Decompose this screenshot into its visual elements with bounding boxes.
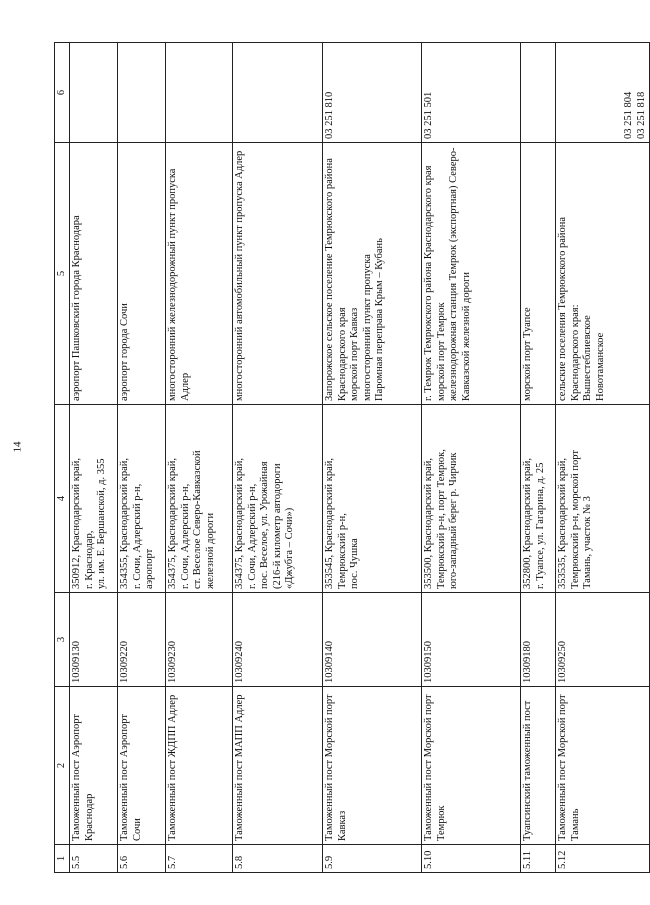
- okato-code-group: [623, 46, 648, 139]
- address-cell: [556, 405, 650, 593]
- address-cell: [166, 405, 233, 593]
- okato-code: 03 251 818: [635, 91, 647, 139]
- address-line: «Джубга – Сочи»): [284, 507, 295, 589]
- okato-code: 03 251 804: [623, 91, 634, 139]
- post-name-cell: Таможенный пост Аэропорт Сочи: [118, 687, 166, 845]
- address-line: Тамань, участок № 3: [582, 496, 593, 589]
- location-cell: [166, 143, 233, 405]
- address-line: Темрюкский р-н, морской порт: [569, 450, 581, 589]
- row-number-cell: 5.11: [521, 845, 556, 873]
- address-line: г. Краснодар,: [83, 530, 95, 589]
- post-name-cell: Таможенный пост Аэропорт Краснодар: [70, 687, 118, 845]
- post-name-cell: Таможенный пост Морской порт Темрюк: [422, 687, 521, 845]
- header-col-3: 3: [55, 593, 70, 687]
- location-line: Новотаманское: [594, 332, 606, 401]
- location-cell: [118, 143, 166, 405]
- address-line: железной дороги: [204, 512, 216, 589]
- address-line: ул. им. Е. Бершанской, д. 355: [96, 458, 107, 589]
- address-cell: [233, 405, 323, 593]
- table-header-row: [55, 43, 70, 873]
- address-line: 354375, Краснодарский край,: [167, 457, 178, 589]
- address-line: (216-й километр автодороги: [271, 463, 283, 589]
- location-line: Вышестеблиевское: [582, 315, 593, 401]
- okato-code-cell: [118, 43, 166, 143]
- okato-code-cell: [166, 43, 233, 143]
- address-line: ст. Веселое Северо-Кавказской: [192, 450, 203, 589]
- table-row: [166, 43, 233, 873]
- row-number-cell: 5.7: [166, 845, 233, 873]
- okato-code-cell: [422, 43, 521, 143]
- address-line: г. Туапсе, ул. Гагарина, д. 25: [534, 462, 546, 589]
- table-row: [233, 43, 323, 873]
- address-line: г. Сочи, Адлерский р-н,: [131, 483, 143, 589]
- post-code-cell: 10309130: [70, 593, 118, 687]
- page-number: 14: [11, 441, 24, 453]
- row-number-cell: 5.10: [422, 845, 521, 873]
- post-code-cell: 10309240: [233, 593, 323, 687]
- row-number-cell: 5.9: [323, 845, 422, 873]
- location-line: г. Темрюк Темрюкского района Краснодарского края: [423, 165, 434, 401]
- address-line: пос. Веселое, ул. Урожайная: [259, 461, 270, 589]
- post-name-cell: Туапсинский таможенный пост: [521, 687, 556, 845]
- header-col-5: 5: [55, 143, 70, 405]
- location-line: аэропорт Пашковский города Краснодара: [71, 215, 82, 401]
- address-line: 353500, Краснодарский край,: [423, 457, 434, 589]
- header-col-4: 4: [55, 405, 70, 593]
- address-line: г. Сочи, Адлерский р-н,: [246, 483, 258, 589]
- location-line: Паромная переправа Крым – Кубань: [374, 238, 385, 401]
- okato-code-cell: [70, 43, 118, 143]
- row-number-cell: 5.6: [118, 845, 166, 873]
- post-code-cell: 10309220: [118, 593, 166, 687]
- table-body: [70, 43, 650, 873]
- location-line: многосторонний пункт пропуска: [361, 254, 373, 401]
- table-row: [323, 43, 422, 873]
- okato-code-cell: [521, 43, 556, 143]
- row-number-cell: 5.5: [70, 845, 118, 873]
- address-line: 350912, Краснодарский край,: [71, 457, 82, 589]
- location-cell: [422, 143, 521, 405]
- address-line: 353535, Краснодарский край,: [557, 457, 568, 589]
- address-line: 352800, Краснодарский край,: [522, 457, 533, 589]
- customs-posts-table: [54, 42, 650, 873]
- location-cell: [323, 143, 422, 405]
- table-row: [521, 43, 556, 873]
- address-line: Темрюкский р-н,: [336, 513, 348, 589]
- address-cell: [521, 405, 556, 593]
- location-line: аэропорт города Сочи: [119, 303, 130, 401]
- location-cell: [70, 143, 118, 405]
- post-code-cell: 10309150: [422, 593, 521, 687]
- table-row: [556, 43, 650, 873]
- okato-code-cell: [556, 43, 650, 143]
- address-line: аэропорт: [144, 548, 155, 589]
- post-name-cell: Таможенный пост Морской порт Кавказ: [323, 687, 422, 845]
- row-number-cell: 5.8: [233, 845, 323, 873]
- header-col-6: 6: [55, 43, 70, 143]
- okato-code: 03 251 501: [423, 91, 434, 139]
- address-cell: [70, 405, 118, 593]
- address-cell: [323, 405, 422, 593]
- location-cell: [521, 143, 556, 405]
- address-line: 353545, Краснодарский край,: [324, 457, 335, 589]
- okato-code-cell: [323, 43, 422, 143]
- okato-code-cell: [233, 43, 323, 143]
- post-code-cell: 10309250: [556, 593, 650, 687]
- location-line: Запорожское сельское поселение Темрюкского района Краснодарского края: [324, 158, 348, 401]
- location-line: морской порт Темрюк: [435, 302, 447, 401]
- location-line: сельские поселения Темрюкского района Краснодарского края:: [557, 216, 581, 401]
- location-line: многосторонний железнодорожный пункт пропуска Адлер: [167, 168, 191, 401]
- location-cell: [556, 143, 650, 405]
- table-row: [118, 43, 166, 873]
- location-line: железнодорожная станция Темрюк (экспортная) Северо-Кавказской железной дороги: [448, 147, 472, 401]
- post-code-cell: 10309140: [323, 593, 422, 687]
- location-cell: [233, 143, 323, 405]
- address-line: пос. Чушка: [349, 538, 360, 589]
- address-cell: [422, 405, 521, 593]
- address-cell: [118, 405, 166, 593]
- header-col-2: 2: [55, 687, 70, 845]
- location-line: морской порт Туапсе: [522, 307, 533, 401]
- table-row: [422, 43, 521, 873]
- address-line: г. Сочи, Адлерский р-н,: [179, 483, 191, 589]
- post-name-cell: Таможенный пост ЖДПП Адлер: [166, 687, 233, 845]
- address-line: Темрюкский р-н, порт Темрюк,: [435, 449, 447, 589]
- address-line: 354355, Краснодарский край,: [119, 457, 130, 589]
- location-line: морской порт Кавказ: [349, 307, 360, 401]
- post-name-cell: Таможенный пост МАПП Адлер: [233, 687, 323, 845]
- rotated-table-container: [54, 43, 647, 873]
- address-line: юго-западный берег р. Чирчик: [448, 452, 459, 589]
- location-line: многосторонний автомобильный пункт пропуска Адлер: [234, 150, 245, 401]
- header-col-1: 1: [55, 845, 70, 873]
- post-code-cell: 10309180: [521, 593, 556, 687]
- table-row: [70, 43, 118, 873]
- post-code-cell: 10309230: [166, 593, 233, 687]
- post-name-cell: Таможенный пост Морской порт Тамань: [556, 687, 650, 845]
- address-line: 354375, Краснодарский край,: [234, 457, 245, 589]
- okato-code: 03 251 810: [324, 91, 335, 139]
- row-number-cell: 5.12: [556, 845, 650, 873]
